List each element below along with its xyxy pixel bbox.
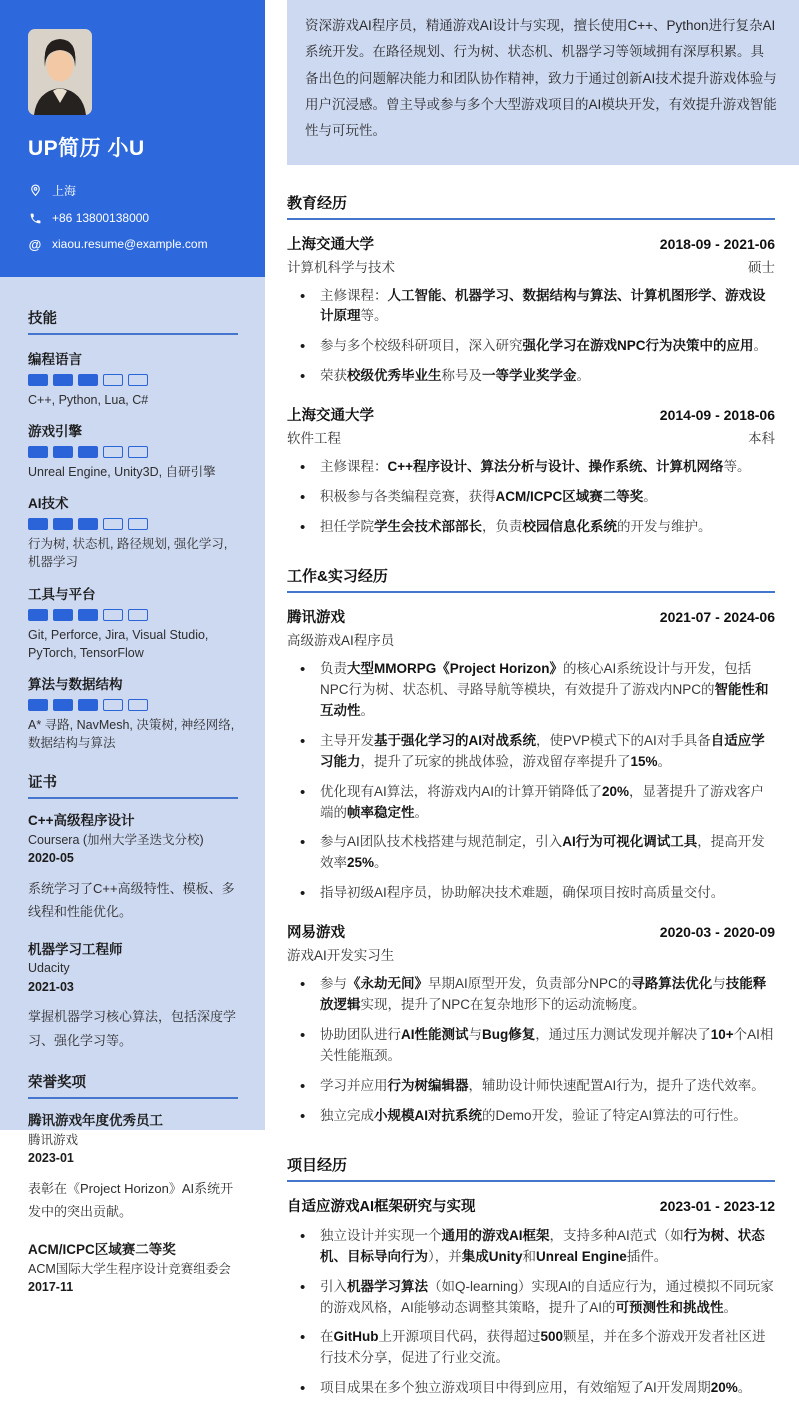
skill-level-filled (78, 446, 98, 458)
plain-text: 主导开发 (320, 732, 374, 748)
bullet-item (287, 286, 775, 328)
work-section-title: 工作&实习经历 (287, 565, 775, 593)
skill-level-filled (28, 374, 48, 386)
plain-text: ，提升了玩家的挑战体验，游戏留存率提升了 (360, 753, 631, 769)
skill-detail: Unreal Engine, Unity3D, 自研引擎 (28, 465, 216, 480)
credential-item (28, 1112, 238, 1224)
plain-text: ，提高开发效率 (320, 834, 765, 871)
skill-detail: 行为树, 状态机, 路径规划, 强化学习, 机器学习 (28, 537, 228, 570)
bold-text: ACM/ICPC区域赛二等奖 (495, 489, 644, 505)
plain-text: 在 (320, 1329, 334, 1345)
bold-text: 行为树编辑器 (387, 1077, 469, 1093)
education-section (287, 192, 775, 538)
bold-text: AI行为可视化调试工具 (562, 834, 698, 850)
entry-sub (287, 629, 775, 649)
plain-text: 协助团队进行 (320, 1027, 401, 1043)
bold-text: 25% (347, 855, 375, 871)
skill-name: 游戏引擎 (28, 424, 82, 440)
project-name: 自适应游戏AI框架研究与实现 (287, 1198, 476, 1215)
bold-text: GitHub (333, 1329, 379, 1345)
plain-text: 称号及 (441, 368, 482, 384)
work-bullets-1 (287, 974, 775, 1127)
contact-location (28, 182, 239, 199)
credential-date: 2023-01 (28, 1151, 74, 1166)
location-pin-icon (28, 184, 42, 198)
project-entry (287, 1195, 775, 1399)
at-sign-icon: @ (28, 236, 42, 252)
plain-text: 主修课程： (320, 459, 388, 475)
bullet-item (287, 517, 775, 538)
plain-text: 。 (414, 804, 428, 820)
skill-level-empty (103, 699, 123, 711)
skill-level-empty (128, 446, 148, 458)
work-bullets-0 (287, 659, 775, 904)
plain-text: 实现，提升了NPC在复杂地形下的运动流畅度。 (360, 997, 646, 1013)
profile-name: UP简历 小U (28, 137, 145, 160)
work-entry (287, 606, 775, 904)
plain-text: （如Q-learning）实现AI的自适应行为，通过模拟不同玩家的游戏风格，AI能够动态调整其策略，提升了AI的 (320, 1278, 774, 1315)
plain-text: 的开发与维护。 (617, 519, 712, 535)
bold-text: Unreal Engine (536, 1248, 627, 1264)
skill-level-empty (103, 609, 123, 621)
skills-section-title: 技能 (28, 307, 238, 335)
plain-text: 负责 (320, 661, 347, 677)
phone-icon (28, 211, 42, 225)
bold-text: Bug修复 (482, 1027, 536, 1043)
plain-text: 主修课程： (320, 287, 388, 303)
plain-text: 积极参与各类编程竞赛，获得 (320, 489, 496, 505)
summary-box: 资深游戏AI程序员，精通游戏AI设计与实现，擅长使用C++、Python进行复杂AI系统开发。在路径规划、行为树、状态机、机器学习等领域拥有深厚积累。具备出色的问题解决能力和团队协作精神，致力于通过创新AI技术提升游戏体验与用户沉浸感。曾主导或参与多个大型游戏项目的AI模块开发，有效提升游戏智能性与可玩性。 (287, 0, 799, 165)
role-name: 高级游戏AI程序员 (287, 633, 395, 649)
plain-text: 荣获 (320, 368, 347, 384)
skill-name: 工具与平台 (28, 586, 96, 602)
location-text: 上海 (52, 184, 77, 198)
credential-date: 2017-11 (28, 1279, 74, 1294)
bold-text: AI性能测试 (401, 1027, 469, 1043)
entry-head (287, 606, 775, 627)
bullet-item (287, 1277, 775, 1319)
bold-text: 20% (710, 1380, 738, 1396)
bold-text: 集成Unity (461, 1248, 523, 1264)
entry-sub (287, 427, 775, 447)
contact-phone (28, 211, 239, 225)
major-name: 软件工程 (287, 431, 341, 447)
plain-text: ，支持多种AI范式（如 (549, 1227, 684, 1243)
email-text: xiaou.resume@example.com (52, 237, 208, 251)
skill-name: 编程语言 (28, 352, 82, 367)
skill-level-bar (28, 699, 238, 711)
bold-text: 小规模AI对抗系统 (374, 1107, 482, 1123)
credential-issuer: ACM国际大学生程序设计竞赛组委会 (28, 1261, 231, 1276)
company-name: 网易游戏 (287, 925, 345, 942)
entry-dates: 2023-01 - 2023-12 (659, 1197, 775, 1214)
bold-text: 可预测性和挑战性 (615, 1299, 724, 1315)
bullet-item (287, 1025, 775, 1067)
phone-text: +86 13800138000 (52, 211, 150, 225)
skill-level-filled (53, 699, 73, 711)
bullet-item (287, 1076, 775, 1097)
credential-date: 2020-05 (28, 851, 74, 866)
plain-text: 插件。 (626, 1248, 668, 1264)
plain-text: 个AI相关性能瓶颈。 (320, 1027, 774, 1063)
certificates-section-title: 证书 (28, 771, 238, 799)
major-name: 计算机科学与技术 (287, 259, 395, 275)
plain-text: ，使PVP模式下的AI对手具备 (536, 732, 711, 748)
skill-level-bar (28, 446, 238, 458)
bold-text: 技能释放逻辑 (320, 976, 767, 1013)
skill-level-filled (78, 374, 98, 386)
education-section-title: 教育经历 (287, 192, 775, 220)
plain-text: 。 (753, 338, 768, 354)
bold-text: 寻路算法优化 (631, 976, 713, 992)
credential-item (28, 941, 238, 1053)
plain-text: 颗星，并在多个游戏开发者社区进行技术分享，促进了行业交流。 (320, 1329, 766, 1366)
plain-text: 。 (643, 489, 657, 505)
education-bullets-1 (287, 457, 775, 538)
bold-text: 《永劫无间》 (347, 976, 428, 992)
school-name: 上海交通大学 (287, 236, 374, 253)
certificates-section (28, 771, 238, 1052)
sidebar-header (0, 0, 265, 277)
degree-name: 硕士 (748, 259, 775, 275)
role-name: 游戏AI开发实习生 (287, 948, 395, 964)
honors-section-title: 荣誉奖项 (28, 1071, 238, 1099)
plain-text: 学习并应用 (320, 1077, 388, 1093)
plain-text: 担任学院 (320, 519, 374, 535)
skill-name: 算法与数据结构 (28, 676, 123, 692)
credential-name: 腾讯游戏年度优秀员工 (28, 1113, 163, 1129)
work-section (287, 565, 775, 1127)
bullet-item (287, 336, 775, 357)
skills-list (28, 348, 238, 752)
skill-level-empty (128, 518, 148, 530)
skill-item (28, 673, 238, 752)
credential-date: 2021-03 (28, 979, 74, 994)
skill-name: AI技术 (28, 496, 69, 512)
bullet-item (287, 659, 775, 722)
plain-text: 优化现有AI算法，将游戏内AI的计算开销降低了 (320, 783, 603, 799)
credential-name: C++高级程序设计 (28, 813, 135, 828)
bold-text: 一等学业奖学金 (482, 368, 577, 384)
education-entry (287, 404, 775, 538)
skill-level-empty (128, 374, 148, 386)
plain-text: ，显著提升了游戏客户端的 (320, 783, 765, 820)
skill-level-empty (128, 699, 148, 711)
honors-list (28, 1112, 238, 1296)
credential-issuer: Coursera (加州大学圣迭戈分校) (28, 832, 204, 847)
plain-text: ），并 (428, 1248, 462, 1264)
avatar-illustration (28, 29, 92, 115)
education-bullets-0 (287, 286, 775, 388)
bold-text: 行为树、状态机、目标导向行为 (320, 1227, 765, 1264)
bullet-item (287, 1378, 775, 1399)
entry-head (287, 233, 775, 254)
plain-text: ，辅助设计师快速配置AI行为，提升了迭代效率。 (468, 1077, 765, 1093)
plain-text: 。 (657, 753, 672, 769)
credential-issuer: 腾讯游戏 (28, 1132, 79, 1147)
bullet-item (287, 1226, 775, 1268)
sidebar-body (0, 277, 265, 1296)
skill-detail: C++, Python, Lua, C# (28, 393, 149, 407)
plain-text: 与 (468, 1027, 482, 1043)
plain-text: 。 (374, 855, 388, 871)
contact-email (28, 237, 239, 251)
main-column (287, 0, 799, 1408)
plain-text: 参与 (320, 976, 347, 992)
bullet-item (287, 974, 775, 1016)
credential-item (28, 1241, 238, 1297)
bullet-item (287, 366, 775, 387)
bullet-item (287, 731, 775, 773)
skill-item (28, 492, 238, 571)
skill-item (28, 348, 238, 409)
bullet-item (287, 1327, 775, 1369)
plain-text: 。 (360, 702, 374, 718)
education-entry (287, 233, 775, 388)
entry-dates: 2020-03 - 2020-09 (659, 924, 775, 941)
plain-text: 项目成果在多个独立游戏项目中得到应用，有效缩短了AI开发周期 (320, 1380, 711, 1396)
skill-level-empty (103, 374, 123, 386)
credential-name: 机器学习工程师 (28, 941, 123, 957)
plain-text: ，负责 (482, 519, 523, 535)
bold-text: 强化学习在游戏NPC行为决策中的应用 (522, 338, 754, 354)
bold-text: 人工智能、机器学习、数据结构与算法、计算机图形学、游戏设计原理 (320, 287, 766, 324)
project-bullets-0 (287, 1226, 775, 1399)
plain-text: 和 (522, 1248, 536, 1264)
credential-description: 系统学习了C++高级特性、模板、多线程和性能优化。 (28, 880, 235, 920)
certificates-list (28, 812, 238, 1052)
skill-detail: Git, Perforce, Jira, Visual Studio, PyTorch, TensorFlow (28, 627, 209, 660)
plain-text: 上开源项目代码，获得超过 (378, 1329, 541, 1345)
credential-description: 表彰在《Project Horizon》AI系统开发中的突出贡献。 (28, 1180, 234, 1220)
bold-text: 校园信息化系统 (522, 519, 617, 535)
projects-section (287, 1154, 775, 1399)
skill-level-filled (53, 518, 73, 530)
bold-text: 学生会技术部部长 (374, 519, 482, 535)
bold-text: 自适应学习能力 (320, 732, 765, 769)
skill-item (28, 420, 238, 481)
skills-section (28, 307, 238, 752)
plain-text: 等。 (723, 459, 751, 475)
plain-text: 与 (712, 976, 726, 992)
entry-sub (287, 944, 775, 964)
skill-level-filled (28, 609, 48, 621)
bold-text: C++程序设计、算法分析与设计、操作系统、计算机网络 (387, 459, 724, 475)
skill-level-bar (28, 518, 238, 530)
plain-text: 的Demo开发，验证了特定AI算法的可行性。 (482, 1107, 747, 1123)
contact-list (28, 182, 239, 251)
bullet-item (287, 832, 775, 874)
bullet-item (287, 883, 775, 904)
plain-text: 独立完成 (320, 1107, 374, 1123)
skill-level-bar (28, 609, 238, 621)
bold-text: 500 (540, 1329, 564, 1345)
plain-text: 。 (723, 1299, 738, 1315)
bold-text: 10+ (710, 1027, 734, 1043)
plain-text: ，通过压力测试发现并解决了 (535, 1027, 711, 1043)
entry-head (287, 404, 775, 425)
skill-level-filled (28, 699, 48, 711)
honors-section (28, 1071, 238, 1296)
projects-section-title: 项目经历 (287, 1154, 775, 1182)
entry-dates: 2014-09 - 2018-06 (659, 407, 775, 424)
bold-text: 智能性和互动性 (320, 681, 769, 718)
entry-sub (287, 256, 775, 276)
skill-level-filled (28, 518, 48, 530)
bold-text: 帧率稳定性 (347, 804, 415, 820)
skill-level-filled (78, 518, 98, 530)
credential-issuer: Udacity (28, 961, 70, 976)
skill-level-filled (53, 609, 73, 621)
skill-level-filled (53, 374, 73, 386)
bold-text: 20% (602, 783, 630, 799)
plain-text: 。 (576, 368, 590, 384)
bold-text: 机器学习算法 (347, 1278, 428, 1294)
skill-level-empty (103, 518, 123, 530)
skill-level-filled (28, 446, 48, 458)
bold-text: 通用的游戏AI框架 (441, 1227, 550, 1243)
skill-level-filled (78, 609, 98, 621)
plain-text: 的核心AI系统设计与开发，包括NPC行为树、状态机、寻路导航等模块，有效提升了游戏内NPC的 (320, 661, 752, 697)
entry-head (287, 1195, 775, 1216)
profile-photo (28, 29, 92, 115)
skill-item (28, 583, 238, 662)
plain-text: 引入 (320, 1278, 347, 1294)
skill-level-bar (28, 374, 238, 386)
bullet-item (287, 487, 775, 508)
entry-dates: 2018-09 - 2021-06 (659, 235, 775, 252)
plain-text: 。 (737, 1380, 752, 1396)
company-name: 腾讯游戏 (287, 610, 345, 627)
bold-text: 15% (630, 753, 658, 769)
plain-text: 独立设计并实现一个 (320, 1227, 442, 1243)
plain-text: 参与多个校级科研项目，深入研究 (320, 338, 523, 354)
skill-detail: A* 寻路, NavMesh, 决策树, 神经网络, 数据结构与算法 (28, 717, 235, 750)
degree-name: 本科 (748, 431, 775, 447)
bold-text: 大型MMORPG《Project Horizon》 (347, 661, 564, 677)
work-entry (287, 921, 775, 1127)
plain-text: 参与AI团队技术栈搭建与规范制定，引入 (320, 834, 563, 850)
credential-name: ACM/ICPC区域赛二等奖 (28, 1241, 176, 1257)
plain-text: 早期AI原型开发，负责部分NPC的 (428, 976, 632, 992)
school-name: 上海交通大学 (287, 408, 374, 425)
plain-text: 指导初级AI程序员，协助解决技术难题，确保项目按时高质量交付。 (320, 885, 725, 901)
skill-level-empty (128, 609, 148, 621)
sidebar (0, 0, 265, 1294)
bold-text: 校级优秀毕业生 (347, 368, 442, 384)
credential-description: 掌握机器学习核心算法，包括深度学习、强化学习等。 (28, 1009, 237, 1048)
bold-text: 基于强化学习的AI对战系统 (374, 732, 536, 748)
credential-item (28, 812, 238, 924)
entry-dates: 2021-07 - 2024-06 (659, 609, 775, 626)
skill-level-empty (103, 446, 123, 458)
bullet-item (287, 1106, 775, 1127)
bullet-item (287, 457, 775, 478)
skill-level-filled (78, 699, 98, 711)
skill-level-filled (53, 446, 73, 458)
bullet-item (287, 782, 775, 824)
entry-head (287, 921, 775, 942)
plain-text: 等。 (360, 308, 388, 324)
